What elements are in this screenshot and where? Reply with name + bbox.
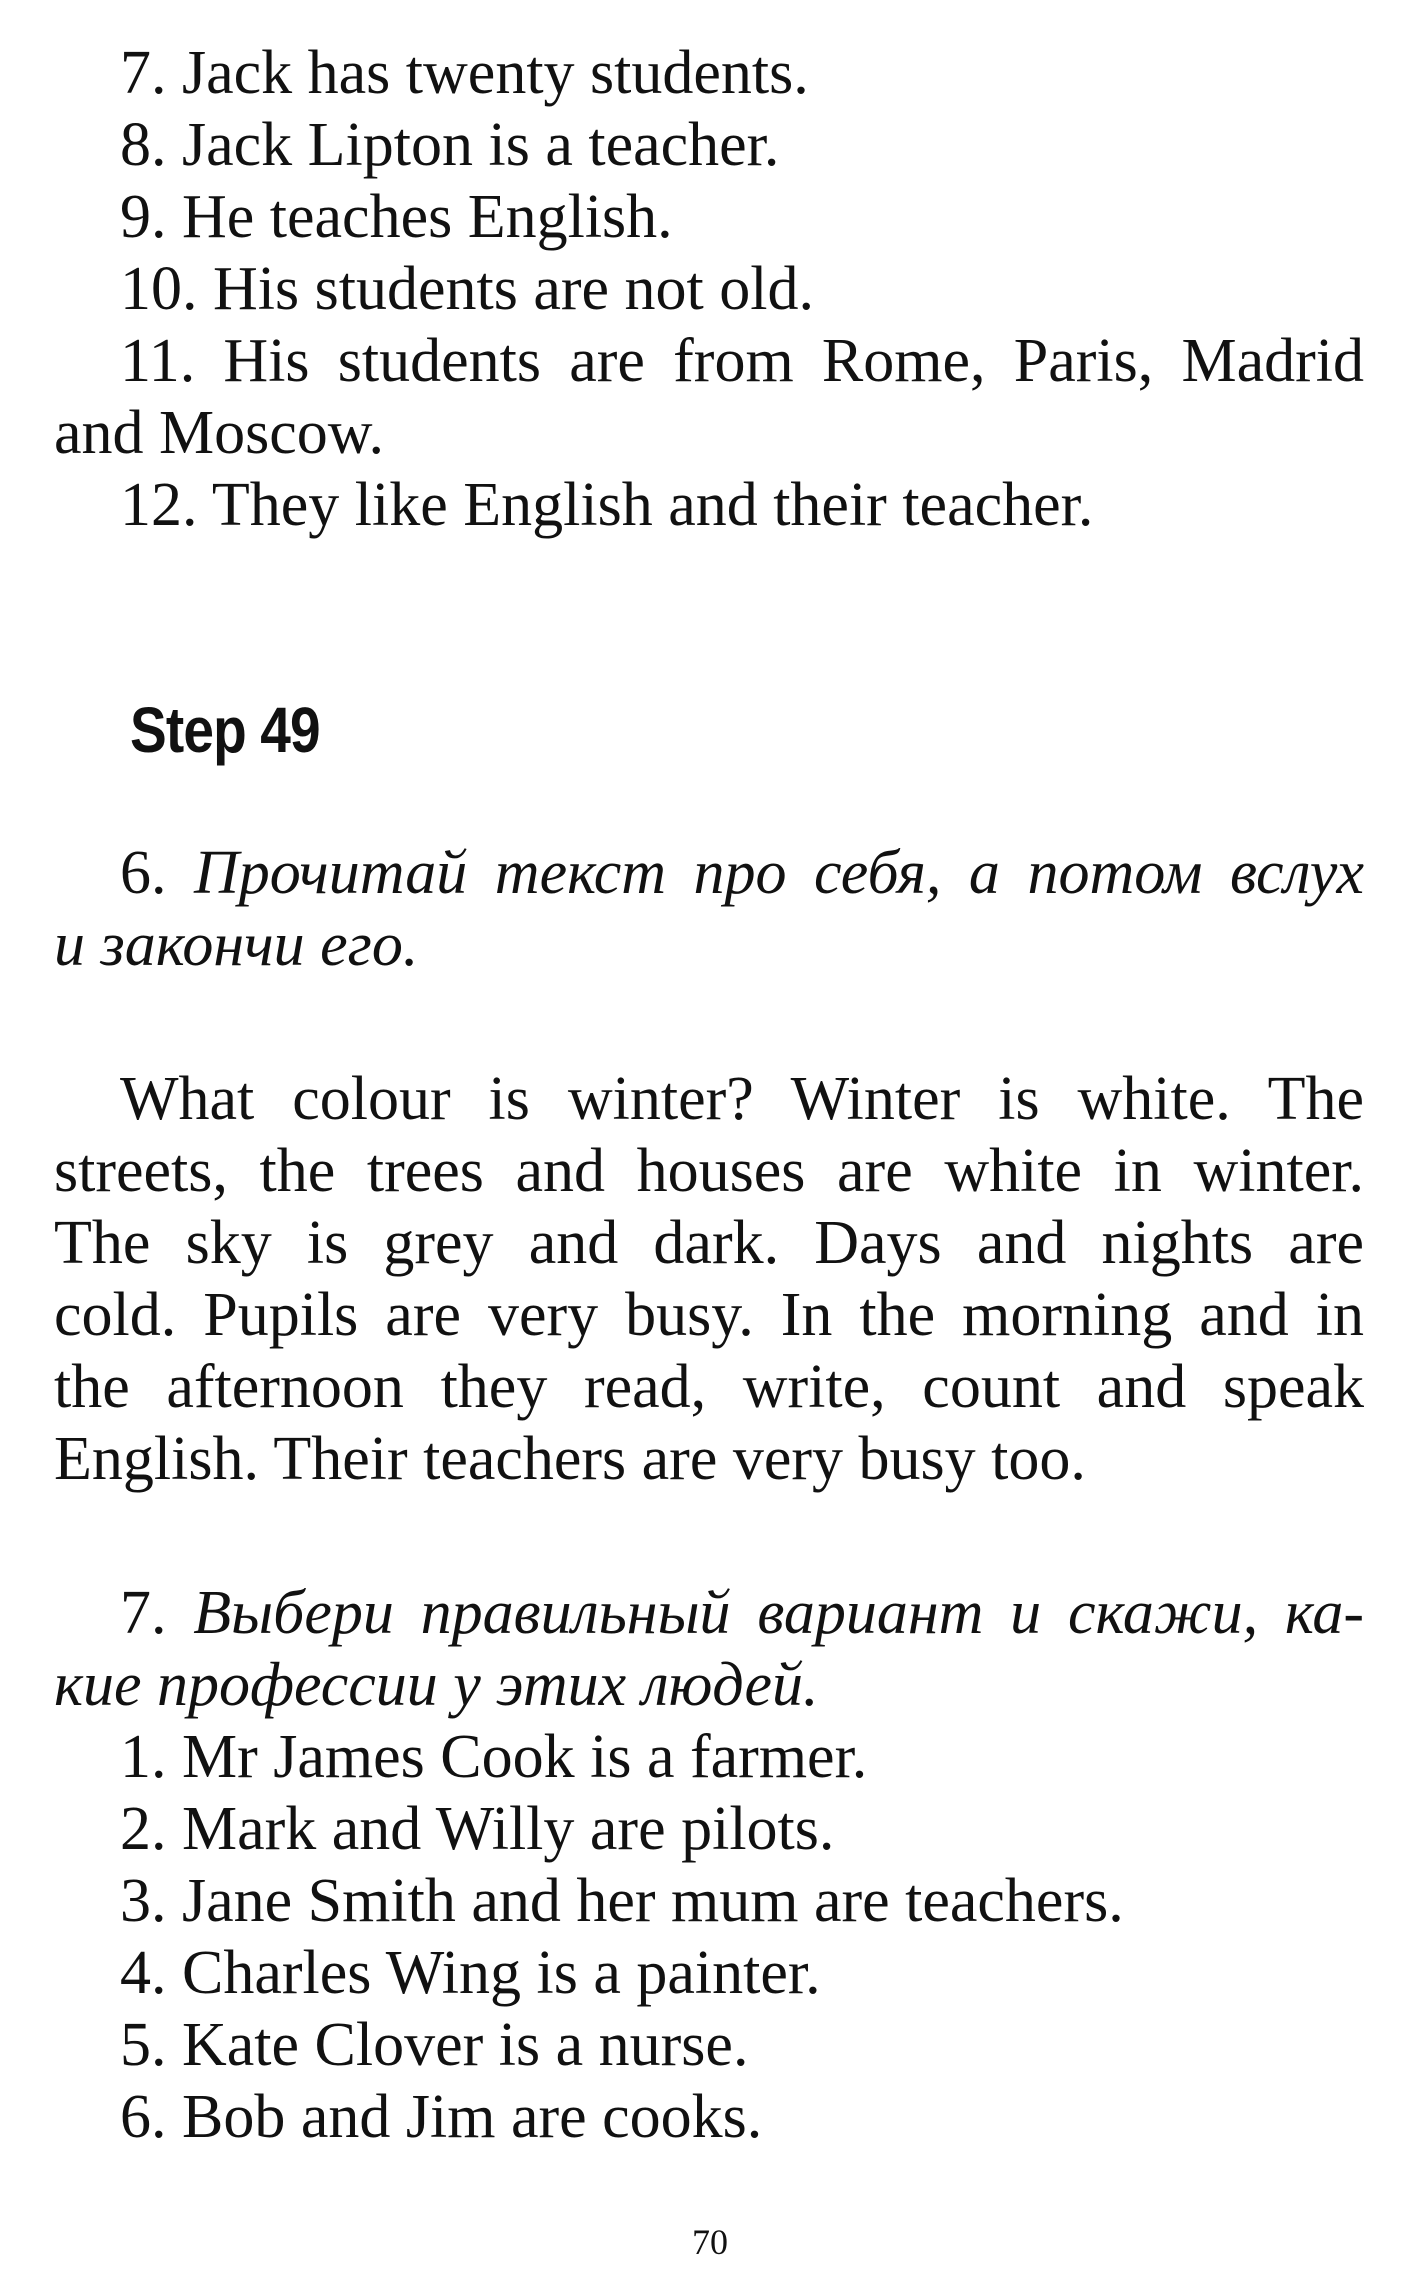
list-item: 5. Kate Clover is a nurse. [120,2011,749,2079]
list-item: 2. Mark and Willy are pilots. [120,1795,835,1863]
paragraph-line: streets, the trees and houses are white in winter. [54,1137,1364,1205]
paragraph-line: cold. Pupils are very busy. In the morning and in [54,1281,1364,1349]
task7-number: 7. [120,1579,167,1647]
list-item: 9. He teaches English. [120,183,673,251]
step-heading: Step 49 [130,694,320,766]
page-number: 70 [692,2222,728,2262]
paragraph-line: English. Their teachers are very busy too. [54,1425,1086,1493]
list-item: 6. Bob and Jim are cooks. [120,2083,763,2151]
task6-instruction-line1: Прочитай текст про себя, а потом вслух [194,839,1364,907]
task6-instruction-line2: и закончи его. [54,911,419,979]
task7-instruction-line1: Выбери правильный вариант и скажи, ка- [193,1579,1364,1647]
list-item: 12. They like English and their teacher. [120,471,1094,539]
list-item: 8. Jack Lipton is a teacher. [120,111,780,179]
list-item-continuation: and Moscow. [54,399,385,467]
list-item: 3. Jane Smith and her mum are teachers. [120,1867,1124,1935]
list-item: 10. His students are not old. [120,255,814,323]
task6-instruction [120,836,1364,910]
list-item: 4. Charles Wing is a painter. [120,1939,821,2007]
task7-instruction [120,1576,1364,1650]
paragraph-line: the afternoon they read, write, count and speak [54,1353,1364,1421]
task7-instruction-line2: кие профессии у этих людей. [54,1651,819,1719]
task6-number: 6. [120,839,167,907]
paragraph-line: The sky is grey and dark. Days and nights are [54,1209,1364,1277]
list-item: 11. His students are from Rome, Paris, Madrid [120,327,1364,395]
paragraph-line: What colour is winter? Winter is white. The [120,1065,1364,1133]
list-item: 1. Mr James Cook is a farmer. [120,1723,868,1791]
list-item: 7. Jack has twenty students. [120,39,809,107]
